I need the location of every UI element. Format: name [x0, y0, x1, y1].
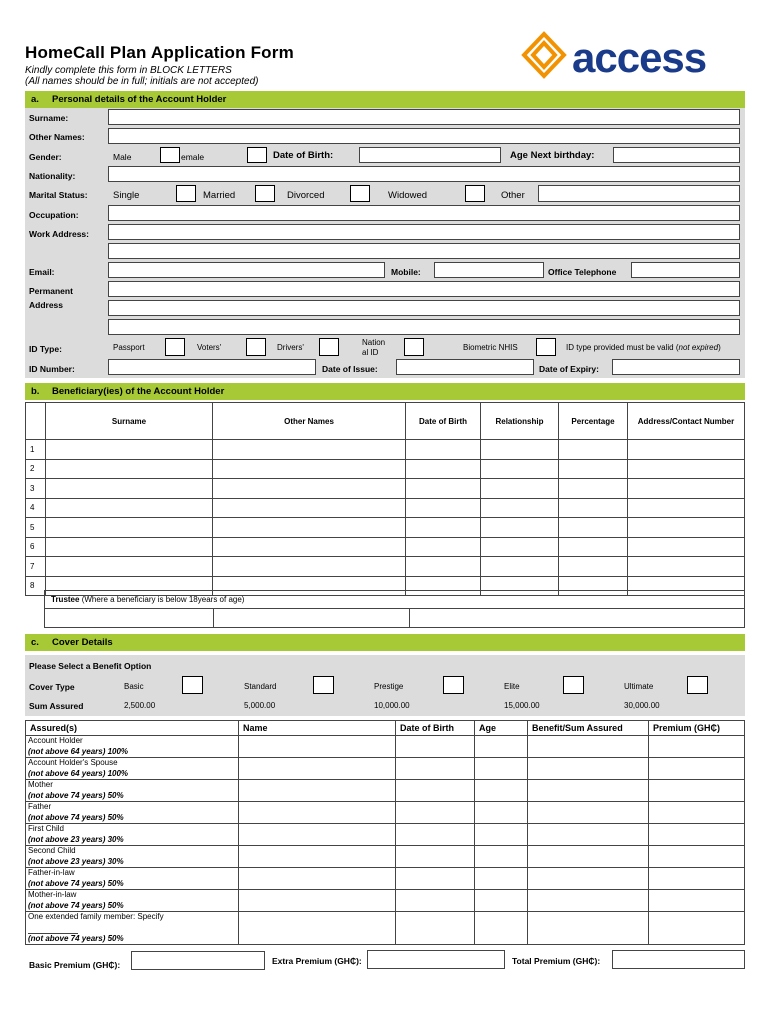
table-cell[interactable] [239, 846, 396, 868]
table-cell[interactable] [46, 537, 213, 557]
table-row [26, 459, 745, 479]
extra-premium-label: Extra Premium (GH₵): [272, 956, 362, 966]
table-row [26, 802, 745, 824]
work-address-label: Work Address: [29, 229, 89, 239]
national-id-checkbox[interactable] [404, 338, 424, 356]
other-names-label: Other Names: [29, 132, 85, 142]
table-cell[interactable] [239, 824, 396, 846]
single-label: Single [113, 190, 140, 201]
assured-cell [26, 868, 239, 890]
brand-name: access [572, 34, 707, 81]
table-cell[interactable] [628, 479, 745, 499]
male-checkbox[interactable] [160, 147, 180, 163]
beneficiary-header-row [26, 403, 745, 440]
single-checkbox[interactable] [176, 185, 196, 202]
assured-cell [26, 890, 239, 912]
table-cell[interactable] [628, 440, 745, 460]
permanent-address-field-2[interactable] [108, 300, 740, 316]
beneficiary-table [25, 402, 745, 596]
passport-label: Passport [113, 343, 145, 352]
id-type-label: ID Type: [29, 344, 62, 354]
assured-cell [26, 824, 239, 846]
table-row [26, 912, 745, 945]
nationality-label: Nationality: [29, 171, 76, 181]
table-cell[interactable] [649, 912, 745, 945]
option-ultimate-sum: 30,000.00 [624, 701, 660, 710]
table-row [26, 518, 745, 538]
table-cell[interactable] [628, 498, 745, 518]
date-expiry-label: Date of Expiry: [539, 364, 599, 374]
table-cell[interactable] [628, 459, 745, 479]
instruction-line-2: (All names should be in full; initials are not accepted) [25, 76, 259, 87]
table-cell[interactable] [475, 868, 528, 890]
table-cell[interactable] [406, 479, 481, 499]
married-checkbox[interactable] [255, 185, 275, 202]
assured-name: One extended family member: Specify [28, 912, 164, 921]
table-cell[interactable] [649, 824, 745, 846]
assured-name: Account Holder's Spouse [28, 758, 118, 767]
table-cell[interactable] [481, 440, 559, 460]
table-cell[interactable] [46, 557, 213, 577]
table-cell[interactable] [239, 912, 396, 945]
table-cell[interactable] [46, 459, 213, 479]
table-cell[interactable] [528, 890, 649, 912]
surname-field[interactable] [108, 109, 740, 125]
occupation-field[interactable] [108, 205, 740, 221]
assured-limit: (not above 74 years) 50% [28, 878, 124, 888]
option-standard-checkbox[interactable] [313, 676, 334, 694]
table-cell[interactable] [213, 440, 406, 460]
section-c-header [25, 634, 745, 651]
table-cell[interactable] [213, 459, 406, 479]
table-cell[interactable] [528, 736, 649, 758]
table-cell[interactable] [481, 557, 559, 577]
row-number: 6 [26, 537, 46, 557]
table-cell[interactable] [528, 780, 649, 802]
divorced-checkbox[interactable] [350, 185, 370, 202]
section-a-title: Personal details of the Account Holder [52, 94, 227, 105]
gender-label: Gender: [29, 152, 62, 162]
widowed-label: Widowed [388, 190, 428, 201]
age-next-field[interactable] [613, 147, 740, 163]
option-standard-label: Standard [244, 682, 277, 691]
row-number: 1 [26, 440, 46, 460]
table-cell[interactable] [396, 736, 475, 758]
trustee-details-cell[interactable] [409, 608, 744, 628]
table-row [26, 824, 745, 846]
table-cell[interactable] [46, 440, 213, 460]
trustee-label: Trustee [51, 595, 80, 604]
table-cell[interactable] [475, 846, 528, 868]
option-ultimate-checkbox[interactable] [687, 676, 708, 694]
option-basic-sum: 2,500.00 [124, 701, 156, 710]
table-cell[interactable] [559, 440, 628, 460]
table-cell[interactable] [396, 846, 475, 868]
section-a-header [25, 91, 745, 108]
table-row [26, 557, 745, 577]
marital-label: Marital Status: [29, 190, 88, 200]
address-label: Address [29, 300, 64, 310]
option-basic-checkbox[interactable] [182, 676, 203, 694]
drivers-label: Drivers' [277, 343, 304, 352]
section-b-title: Beneficiary(ies) of the Account Holder [52, 386, 225, 397]
assured-limit: (not above 64 years) 100% [28, 768, 129, 778]
benefit-header: Benefit/Sum Assured [528, 721, 649, 736]
dob-label: Date of Birth: [273, 150, 334, 161]
table-cell[interactable] [528, 824, 649, 846]
email-label: Email: [29, 267, 55, 277]
female-label: emale [181, 152, 205, 162]
assured-name: Mother-in-law [28, 890, 77, 899]
assured-cell [26, 780, 239, 802]
national-id-label-2: al ID [362, 348, 379, 357]
trustee-box [44, 590, 745, 628]
row-number: 5 [26, 518, 46, 538]
table-cell[interactable] [213, 537, 406, 557]
age-next-label: Age Next birthday: [510, 150, 595, 161]
table-cell[interactable] [475, 802, 528, 824]
widowed-checkbox[interactable] [465, 185, 485, 202]
table-cell[interactable] [528, 802, 649, 824]
table-row [26, 736, 745, 758]
assured-name: Second Child [28, 846, 76, 855]
trustee-surname-cell[interactable] [45, 608, 214, 628]
table-cell[interactable] [239, 802, 396, 824]
table-cell[interactable] [559, 498, 628, 518]
sum-assured-label: Sum Assured [29, 701, 84, 711]
total-premium-field[interactable] [612, 950, 745, 969]
id-number-field[interactable] [108, 359, 316, 375]
table-cell[interactable] [396, 802, 475, 824]
dob-field[interactable] [359, 147, 501, 163]
voters-label: Voters' [197, 343, 222, 352]
table-cell[interactable] [559, 537, 628, 557]
table-cell[interactable] [528, 758, 649, 780]
assured-limit: (not above 64 years) 100% [28, 746, 129, 756]
option-prestige-sum: 10,000.00 [374, 701, 410, 710]
assured-cell [26, 758, 239, 780]
table-cell[interactable] [396, 824, 475, 846]
table-cell[interactable] [239, 868, 396, 890]
table-cell[interactable] [649, 736, 745, 758]
table-cell[interactable] [46, 498, 213, 518]
table-cell[interactable] [406, 557, 481, 577]
table-row [26, 846, 745, 868]
table-cell[interactable] [649, 802, 745, 824]
date-issue-field[interactable] [396, 359, 534, 375]
row-number: 4 [26, 498, 46, 518]
cover-type-label: Cover Type [29, 682, 75, 692]
table-cell[interactable] [481, 518, 559, 538]
assured-limit: (not above 74 years) 50% [28, 900, 124, 910]
table-cell[interactable] [628, 557, 745, 577]
row-number: 7 [26, 557, 46, 577]
other-names-field[interactable] [108, 128, 740, 144]
assured-cell [26, 736, 239, 758]
permanent-label: Permanent [29, 286, 73, 296]
trustee-caption [51, 595, 244, 604]
premium-header: Premium (GH₵) [649, 721, 745, 736]
voters-checkbox[interactable] [246, 338, 266, 356]
table-cell[interactable] [239, 890, 396, 912]
total-premium-label: Total Premium (GH₵): [512, 956, 601, 966]
assured-limit: (not above 74 years) 50% [28, 812, 124, 822]
trustee-other-names-cell[interactable] [213, 608, 410, 628]
address-contact-header: Address/Contact Number [628, 403, 745, 440]
table-cell[interactable] [475, 890, 528, 912]
basic-premium-label: Basic Premium (GH₵): [29, 960, 121, 970]
assured-name: Mother [28, 780, 53, 789]
table-cell[interactable] [396, 868, 475, 890]
option-elite-checkbox[interactable] [563, 676, 584, 694]
table-cell[interactable] [213, 498, 406, 518]
table-cell[interactable] [559, 518, 628, 538]
passport-checkbox[interactable] [165, 338, 185, 356]
work-address-field-1[interactable] [108, 224, 740, 240]
assured-header: Assured(s) [26, 721, 239, 736]
instruction-line-1: Kindly complete this form in BLOCK LETTERS [25, 65, 232, 76]
surname-header: Surname [46, 403, 213, 440]
table-row [26, 890, 745, 912]
relationship-header: Relationship [481, 403, 559, 440]
access-logo-icon [520, 30, 568, 80]
other-field[interactable] [538, 185, 740, 202]
assured-cell [26, 912, 239, 945]
table-row [26, 868, 745, 890]
nationality-field[interactable] [108, 166, 740, 182]
table-row [26, 537, 745, 557]
page-title: HomeCall Plan Application Form [25, 43, 294, 62]
option-ultimate-label: Ultimate [624, 682, 654, 691]
table-cell[interactable] [649, 846, 745, 868]
age-header: Age [475, 721, 528, 736]
table-cell[interactable] [559, 557, 628, 577]
date-expiry-field[interactable] [612, 359, 740, 375]
assured-name: First Child [28, 824, 65, 833]
extra-premium-field[interactable] [367, 950, 505, 969]
id-note-end: ) [718, 343, 721, 352]
table-cell[interactable] [396, 780, 475, 802]
assured-name: Father [28, 802, 52, 811]
table-cell[interactable] [475, 758, 528, 780]
table-cell[interactable] [649, 868, 745, 890]
table-cell[interactable] [481, 479, 559, 499]
assured-limit: (not above 74 years) 50% [28, 933, 124, 943]
male-label: Male [113, 152, 132, 162]
table-cell[interactable] [649, 758, 745, 780]
assured-name: Account Holder [28, 736, 83, 745]
section-a-letter: a. [31, 94, 39, 105]
table-cell[interactable] [628, 537, 745, 557]
drivers-checkbox[interactable] [319, 338, 339, 356]
table-cell[interactable] [475, 912, 528, 945]
table-cell[interactable] [396, 758, 475, 780]
table-cell[interactable] [475, 824, 528, 846]
biometric-label: Biometric NHIS [463, 343, 518, 352]
row-number: 2 [26, 459, 46, 479]
assured-dob-header: Date of Birth [396, 721, 475, 736]
mobile-field[interactable] [434, 262, 544, 278]
table-cell[interactable] [559, 479, 628, 499]
row-number-header [26, 403, 46, 440]
option-prestige-checkbox[interactable] [443, 676, 464, 694]
table-cell[interactable] [239, 780, 396, 802]
email-field[interactable] [108, 262, 385, 278]
table-cell[interactable] [481, 459, 559, 479]
table-cell[interactable] [213, 518, 406, 538]
id-note-text: ID type provided must be valid ( [566, 343, 679, 352]
table-cell[interactable] [239, 736, 396, 758]
office-telephone-label: Office Telephone [548, 267, 617, 277]
table-cell[interactable] [528, 868, 649, 890]
other-names-header: Other Names [213, 403, 406, 440]
option-elite-label: Elite [504, 682, 520, 691]
table-cell[interactable] [649, 890, 745, 912]
dob-header: Date of Birth [406, 403, 481, 440]
work-address-field-2[interactable] [108, 243, 740, 259]
table-cell[interactable] [396, 912, 475, 945]
female-checkbox[interactable] [247, 147, 267, 163]
table-cell[interactable] [46, 479, 213, 499]
table-cell[interactable] [406, 459, 481, 479]
benefit-option-prompt: Please Select a Benefit Option [29, 661, 152, 671]
table-cell[interactable] [649, 780, 745, 802]
date-issue-label: Date of Issue: [322, 364, 378, 374]
table-cell[interactable] [475, 736, 528, 758]
table-cell[interactable] [528, 846, 649, 868]
divorced-label: Divorced [287, 190, 325, 201]
table-row [26, 780, 745, 802]
table-row [26, 758, 745, 780]
section-b-header [25, 383, 745, 400]
basic-premium-field[interactable] [131, 951, 265, 970]
permanent-address-field-3[interactable] [108, 319, 740, 335]
permanent-address-field-1[interactable] [108, 281, 740, 297]
table-cell[interactable] [528, 912, 649, 945]
table-row [26, 440, 745, 460]
occupation-label: Occupation: [29, 210, 79, 220]
assured-limit: (not above 74 years) 50% [28, 790, 124, 800]
id-note-italic: not expired [678, 343, 719, 352]
table-cell[interactable] [559, 459, 628, 479]
option-basic-label: Basic [124, 682, 144, 691]
assured-limit: (not above 23 years) 30% [28, 834, 124, 844]
id-number-label: ID Number: [29, 364, 75, 374]
table-row [26, 479, 745, 499]
assured-cell [26, 846, 239, 868]
table-cell[interactable] [396, 890, 475, 912]
married-label: Married [203, 190, 236, 201]
option-prestige-label: Prestige [374, 682, 404, 691]
row-number: 8 [26, 576, 46, 596]
biometric-checkbox[interactable] [536, 338, 556, 356]
assured-table [25, 720, 745, 945]
assured-header-row [26, 721, 745, 736]
table-cell[interactable] [481, 498, 559, 518]
trustee-note: (Where a beneficiary is below 18years of age) [81, 595, 245, 604]
table-cell[interactable] [406, 518, 481, 538]
row-number: 3 [26, 479, 46, 499]
table-cell[interactable] [406, 440, 481, 460]
other-label: Other [501, 190, 525, 201]
option-elite-sum: 15,000.00 [504, 701, 540, 710]
table-cell[interactable] [213, 479, 406, 499]
mobile-label: Mobile: [391, 267, 421, 277]
name-header: Name [239, 721, 396, 736]
specify-line[interactable] [28, 923, 78, 934]
table-cell[interactable] [475, 780, 528, 802]
table-cell[interactable] [406, 498, 481, 518]
section-b-letter: b. [31, 386, 40, 397]
id-validity-note [566, 343, 721, 352]
office-telephone-field[interactable] [631, 262, 740, 278]
table-cell[interactable] [406, 537, 481, 557]
section-c-letter: c. [31, 637, 39, 648]
surname-label: Surname: [29, 113, 69, 123]
percentage-header: Percentage [559, 403, 628, 440]
section-c-title: Cover Details [52, 637, 113, 648]
assured-cell [26, 802, 239, 824]
assured-name: Father-in-law [28, 868, 75, 877]
table-row [26, 498, 745, 518]
table-cell[interactable] [239, 758, 396, 780]
assured-limit: (not above 23 years) 30% [28, 856, 124, 866]
option-standard-sum: 5,000.00 [244, 701, 276, 710]
national-id-label-1: Nation [362, 338, 386, 347]
table-cell[interactable] [46, 518, 213, 538]
table-cell[interactable] [481, 537, 559, 557]
table-cell[interactable] [628, 518, 745, 538]
table-cell[interactable] [213, 557, 406, 577]
